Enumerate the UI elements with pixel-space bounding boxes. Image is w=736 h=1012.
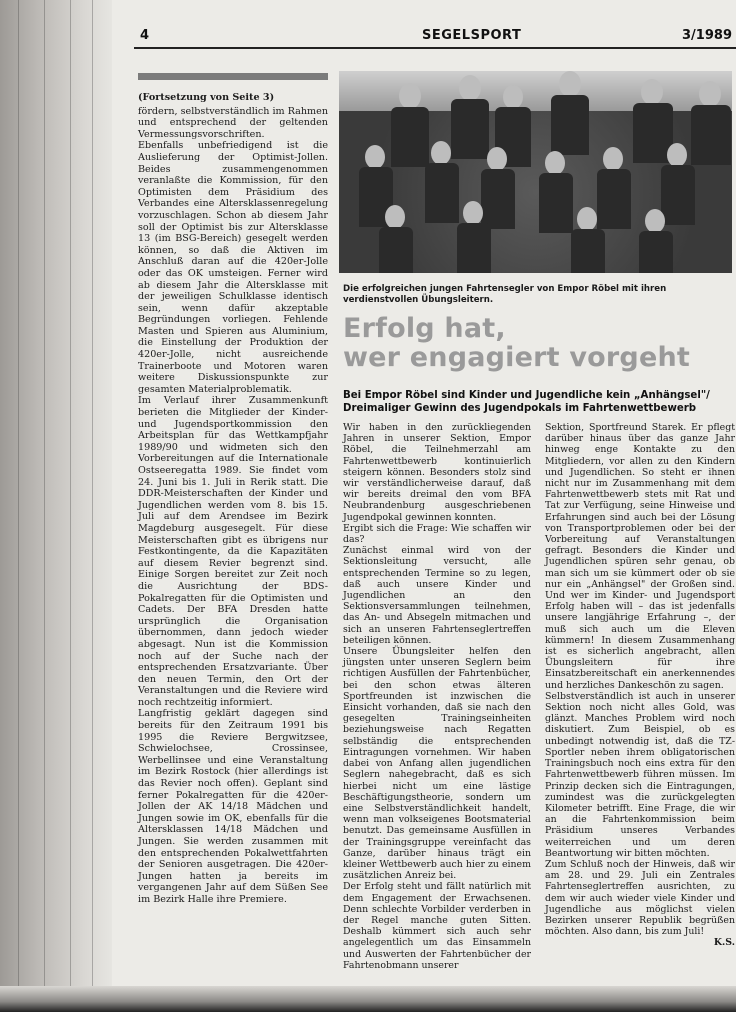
article-headline [343, 314, 736, 372]
column-bar [138, 73, 328, 80]
continuation-note: (Fortsetzung von Seite 3) [138, 92, 275, 103]
headline-line-1: Erfolg hat, [343, 313, 506, 344]
photo-sky [339, 71, 732, 111]
left-paragraph: Langfristig geklärt dagegen sind bereits für den Zeitraum 1991 bis 1995 die Reviere Bergwitzsee, Schwielochsee, Crossinsee, Werbellinsee und eine Veranstaltung im Bezirk Rostock (hier allerdings ist das Revier noch offen). Geplant sind ferner Pokalregatten für die 420er-Jollen der AK 14/18 Mädchen und Jungen sowie im OK, ebenfalls für die Altersklassen 14/18 Mädchen und Jungen. Sie werden zusammen mit den entsprechenden Pokalwettfahrten der Senioren ausgetragen. Die 420er-Jungen hatten ja bereits im vergangenen Jahr auf dem Süßen See im Bezirk Halle ihre Premiere. [138, 708, 328, 905]
spine-line [92, 0, 93, 1012]
page-number: 4 [140, 28, 150, 43]
article-paragraph: Zum Schluß noch der Hinweis, daß wir am 28. und 29. Juli ein Zentrales Fahrtenseglertreffen ausrichten, zu dem wir auch wieder viele Kinder und Jugendliche aus möglichst vielen Bezirken unserer Republik begrüßen möchten. Also dann, bis zum Juli! [545, 858, 735, 938]
page-bottom-edge [0, 986, 736, 1012]
group-photo [339, 71, 732, 273]
author-signature: K.S. [713, 937, 735, 949]
article-paragraph: Der Erfolg steht und fällt natürlich mit dem Engagement der Erwachsenen. Denn schlechte Vorbilder verderben in der Regel manche guten Sitten. Deshalb kümmert sich auch sehr angelegentlich um das Einsammeln und Auswerten der Fahrtenbücher der Fahrtenobmann unserer [343, 881, 531, 971]
article-column-2 [545, 422, 735, 949]
magazine-title: SEGELSPORT [422, 28, 522, 43]
article-paragraph: Zunächst einmal wird von der Sektionsleitung versucht, alle entsprechenden Termine so zu legen, daß auch unsere Kinder und Jugendlichen an den Sektionsversammlungen teilnehmen, das An- und Absegeln mitmachen und sich an unseren Fahrtenseglertreffen beteiligen können. [343, 545, 531, 646]
article-paragraph: Selbstverständlich ist auch in unserer Sektion noch nicht alles Gold, was glänzt. Manches Problem wird noch diskutiert. Zum Beispiel, ob es unbedingt notwendig ist, daß die TZ-Sportler neben ihrem obligatorischen Trainingsbuch noch eins extra für den Fahrtenwettbewerb führen müssen. Im Prinzip decken sich die Eintragungen, zumindest was die zurückgelegten Kilometer betrifft. Eine Frage, die wir an die Fahrtenkommission beim Präsidium unseres Verbandes weiterreichen und um deren Beantwortung wir bitten möchten. [545, 690, 735, 859]
issue-label: 3/1989 [682, 28, 732, 43]
left-paragraph: Im Verlauf ihrer Zusammenkunft berieten die Mitglieder der Kinder- und Jugendsportkommission den Arbeitsplan für das Wettkampfjahr 1989/90 und widmeten sich den Vorbereitungen auf die Internationale Ostseeregatta 1989. Sie findet vom 24. Juni bis 1. Juli in Rerik statt. Die DDR-Meisterschaften der Kinder und Jugendlichen werden vom 8. bis 15. Juli auf dem Arendsee im Bezirk Magdeburg ausgesegelt. Für diese Meisterschaften gibt es übrigens nur Festkontingente, da die Kapazitäten auf diesem Revier begrenzt sind. Einige Sorgen bereitet zur Zeit noch die Ausrichtung der BDS-Pokalregatten für die Optimisten und Cadets. Der BFA Dresden hatte ursprünglich die Organisation übernommen, dann jedoch wieder abgesagt. Nun ist die Kommission noch auf der Suche nach der entsprechenden Ersatzvariante. Über den neuen Termin, den Ort der Veranstaltungen und die Reviere wird noch rechtzeitig informiert. [138, 395, 328, 708]
left-paragraph: Ebenfalls unbefriedigend ist die Auslieferung der Optimist-Jollen. Beides zusammengenommen veranlaßte die Kommission, für den Optimisten dem Präsidium des Verbandes eine Altersklassenregelung vorzuschlagen. Schon ab diesem Jahr soll der Optimist bis zur Altersklasse 13 (im BSG-Bereich) gesegelt werden können, so daß die Aktiven im Anschluß daran auf die 420er-Jolle oder das OK umsteigen. Ferner wird ab diesem Jahr die Altersklasse mit der jeweiligen Schulklasse identisch sein, wenn dafür akzeptable Begründungen vorliegen. Fehlende Masten und Spieren aus Aluminium, die Einstellung der Produktion der 420er-Jolle, nicht ausreichende Trainerboote und Motoren waren weitere Diskussionspunkte zur gesamten Materialproblematik. [138, 140, 328, 395]
left-column [138, 92, 328, 906]
page-header [134, 28, 736, 46]
book-spine-shadow [0, 0, 112, 1012]
article-paragraph: Wir haben in den zurückliegenden Jahren in unserer Sektion, Empor Röbel, die Teilnehmerzahl am Fahrtenwettbewerb kontinuierlich steigern können. Besonders stolz sind wir verständlicherweise darauf, daß wir bereits dreimal den vom BFA Neubrandenburg ausgeschriebenen Jugendpokal gewinnen konnten. [343, 422, 531, 523]
article-subheadline: Bei Empor Röbel sind Kinder und Jugendliche kein „Anhängsel"/ Dreimaliger Gewinn des Jugendpokals im Fahrtenwettbewerb [343, 390, 710, 414]
header-rule [134, 47, 736, 49]
photo-caption: Die erfolgreichen jungen Fahrtensegler von Empor Röbel mit ihren verdienstvollen Übungsleitern. [343, 284, 667, 305]
article-column-1 [343, 422, 531, 971]
article-paragraph: Ergibt sich die Frage: Wie schaffen wir das? [343, 522, 531, 546]
spine-line [44, 0, 45, 1012]
spine-line [70, 0, 71, 1012]
left-paragraph: fördern, selbstverständlich im Rahmen und entsprechend der geltenden Vermessungsvorschriften. [138, 105, 328, 140]
article-paragraph: Unsere Übungsleiter helfen den jüngsten unter unseren Seglern beim richtigen Ausfüllen der Fahrtenbücher, bei den schon etwas älteren Sportfreunden ist inzwischen die Einsicht vorhanden, daß sie nach den gesegelten Trainingseinheiten beziehungsweise nach Regatten selbständig die entsprechenden Eintragungen vornehmen. Wir haben dabei von Anfang allen jugendlichen Seglern nahegebracht, daß es sich hierbei nicht um eine lästige Beschäftigungstheorie, sondern um eine Selbstverständlichkeit handelt, wenn man volkseigenes Bootsmaterial benutzt. Das gemeinsame Ausfüllen in der Trainingsgruppe vereinfacht das Ganze, darüber hinaus trägt ein kleiner Wettbewerb auch hier zu einem zusätzlichen Anreiz bei. [343, 646, 531, 882]
headline-line-2: wer engagiert vorgeht [343, 342, 690, 373]
article-paragraph: Sektion, Sportfreund Starek. Er pflegt darüber hinaus über das ganze Jahr hinweg enge Kontakte zu den Mitgliedern, vor allen zu den Kindern und Jugendlichen. So steht er ihnen nicht nur im Zusammenhang mit dem Fahrtenwettbewerb stets mit Rat und Tat zur Verfügung, seine Hinweise und Erfahrungen sind auch bei der Lösung von Transportproblemen oder bei der Vorbereitung auf Veranstaltungen gefragt. Besonders die Kinder und Jugendlichen spüren sehr genau, ob man sich um sie kümmert oder ob sie nur ein „Anhängsel" der Großen sind. Und wer im Kinder- und Jugendsport Erfolg haben will – das ist jedenfalls unsere langjährige Erfahrung –, der muß sich auch um die Eleven kümmern! In diesem Zusammenhang ist es sicherlich angebracht, allen Übungsleitern für ihre Einsatzbereitschaft ein anerkennendes und herzliches Dankeschön zu sagen. [545, 422, 735, 691]
spine-line [18, 0, 19, 1012]
